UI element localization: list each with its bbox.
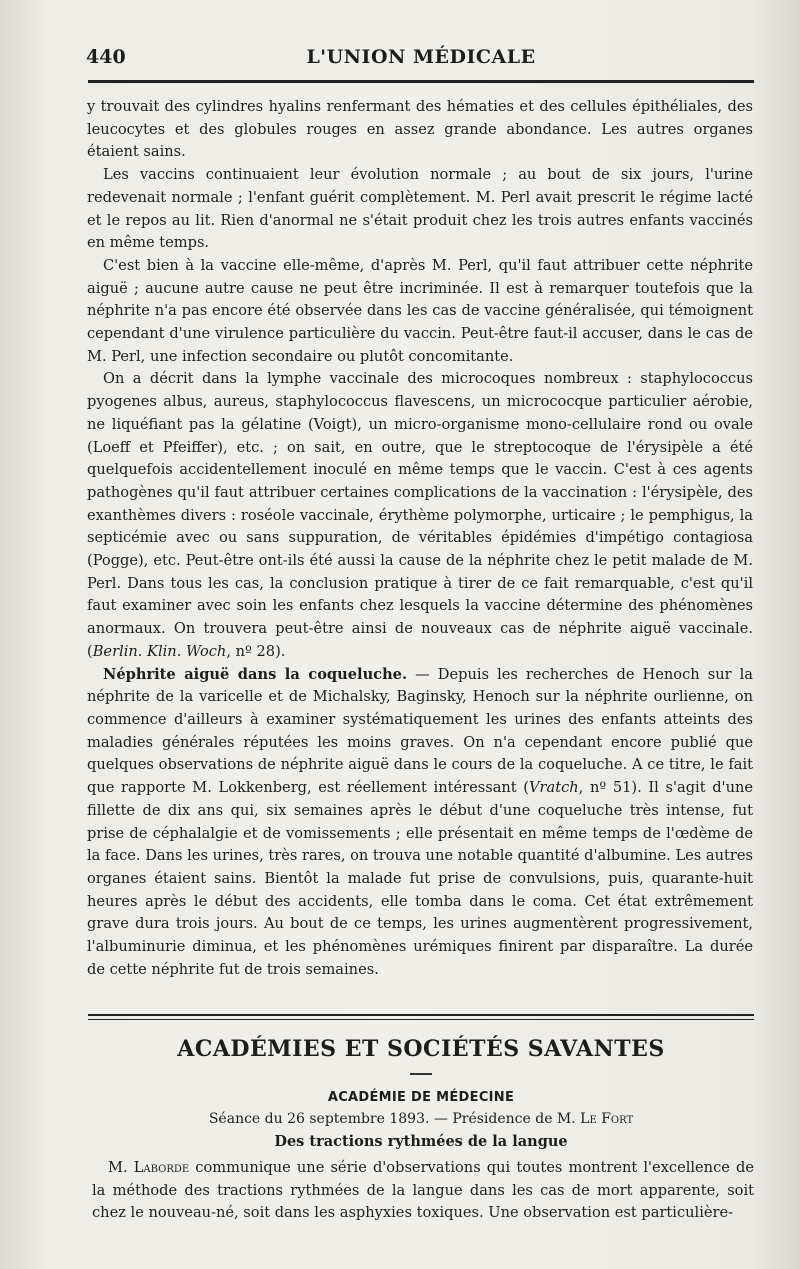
session-line <box>88 1111 754 1127</box>
communication-author: M. Laborde <box>108 1159 190 1176</box>
running-title: L'UNION MÉDICALE <box>306 46 536 68</box>
article-body <box>87 96 753 981</box>
communication-paragraph <box>92 1157 754 1225</box>
paragraph-5-text-b: , nº 51). Il s'agit d'une fillette de dix ans qui, six semaines après le début d'une coqueluche très intense, fut prise de céphalalgie et de vomissements ; elle présentait en même temps de l'œdème de la face. Dans les urines, très rares, on trouva une notable quantité d'albumine. Les autres organes étaient sains. Bientôt la malade fut prise de convulsions, puis, quarante-huit heures après le début des accidents, elle tomba dans le coma. Cet état extrêmement grave dura trois jours. Au bout de ce temps, les urines augmentèrent progressivement, l'albuminurie diminua, et les phénomènes urémiques finirent par disparaître. La durée de cette néphrite fut de trois semaines. <box>87 779 753 978</box>
communication-text: communique une série d'observations qui toutes montrent l'excellence de la méthode des tractions rythmées de la langue dans les cas de mort apparente, soit chez le nouveau-né, soit dans les asphyxies toxiques. Une observation est particulière- <box>92 1159 754 1221</box>
subsection-title: ACADÉMIE DE MÉDECINE <box>327 1090 515 1105</box>
session-president: Le Fort <box>580 1111 634 1127</box>
paragraph-4-text: On a décrit dans la lymphe vaccinale des microcoques nombreux : staphylococcus pyogenes albus, aureus, staphylococcus flavescens, un micrococque particulier aérobie, ne liquéfiant pas la gélatine (Voigt), un micro-organisme mono-cellulaire rond ou ovale (Loeff et Pfeiffer), etc. ; on sait, en outre, que le streptocoque de l'érysipèle a été quelquefois accidentellement inoculé en même temps que le vaccin. C'est à ces agents pathogènes qu'il faut attribuer certaines complications de la vaccination : l'érysipèle, des exanthèmes divers : roséole vaccinale, érythème polymorphe, urticaire ; le pemphigus, la septicémie avec ou sans suppuration, de véritables épidémies d'impétigo contagiosa (Pogge), etc. Peut-être ont-ils été aussi la cause de la néphrite chez le petit malade de M. Perl. Dans tous les cas, la conclusion pratique à tirer de ce fait remarquable, c'est qu'il faut examiner avec soin les enfants chez lesquels la vaccine détermine des phénomènes anormaux. On trouvera peut-être ainsi de nouveaux cas de néphrite aiguë vaccinale. ( <box>87 370 753 660</box>
paragraph-5 <box>87 664 753 982</box>
citation-berlin-klin-woch: Berlin. Klin. Woch <box>92 642 227 660</box>
page-number: 440 <box>86 46 126 68</box>
paragraph-5-text-a: — Depuis les recherches de Henoch sur la néphrite de la varicelle et de Michalsky, Baginsky, Henoch sur la néphrite ourlienne, on commence d'ailleurs à examiner systématiquement les urines des enfants atteints des maladies générales réputées les moins graves. On n'a cependant encore publié que quelques observations de néphrite aiguë dans le cours de la coqueluche. A ce titre, le fait que rapporte M. Lokkenberg, est réellement intéressant ( <box>87 665 754 797</box>
paragraph-4-end: , nº 28). <box>226 642 286 660</box>
page-header <box>86 42 756 74</box>
paragraph-3: C'est bien à la vaccine elle-même, d'après M. Perl, qu'il faut attribuer cette néphrite aiguë ; aucune autre cause ne peut être incriminée. Il est à remarquer toutefois que la néphrite n'a pas encore été observée dans les cas de vaccine généralisée, qui témoignent cependant d'une virulence particulière du vaccin. Peut-être faut-il accuser, dans le cas de M. Perl, une infection secondaire ou plutôt concomitante. <box>87 256 753 365</box>
paragraph-1: y trouvait des cylindres hyalins renfermant des hématies et des cellules épithéliales, des leucocytes et des globules rouges en assez grande abondance. Les autres organes étaient sains. <box>87 98 753 161</box>
paragraph-4 <box>87 368 753 663</box>
communication-body <box>92 1157 754 1225</box>
article-heading-nephrite-coqueluche: Néphrite aiguë dans la coqueluche. <box>103 665 408 683</box>
session-date: Séance du 26 septembre 1893. — Présidence de M. <box>208 1111 581 1127</box>
title-dash <box>410 1073 432 1075</box>
communication-title: Des tractions rythmées de la langue <box>274 1133 568 1150</box>
section-divider <box>88 1014 754 1020</box>
citation-vratch: Vratch <box>529 779 579 797</box>
section-title: ACADÉMIES ET SOCIÉTÉS SAVANTES <box>177 1036 665 1062</box>
paragraph-2: Les vaccins continuaient leur évolution normale ; au bout de six jours, l'urine redevenait normale ; l'enfant guérit complètement. M. Perl avait prescrit le régime lacté et le repos au lit. Rien d'anormal ne s'était produit chez les trois autres enfants vaccinés en même temps. <box>87 166 753 252</box>
header-rule <box>88 80 754 83</box>
